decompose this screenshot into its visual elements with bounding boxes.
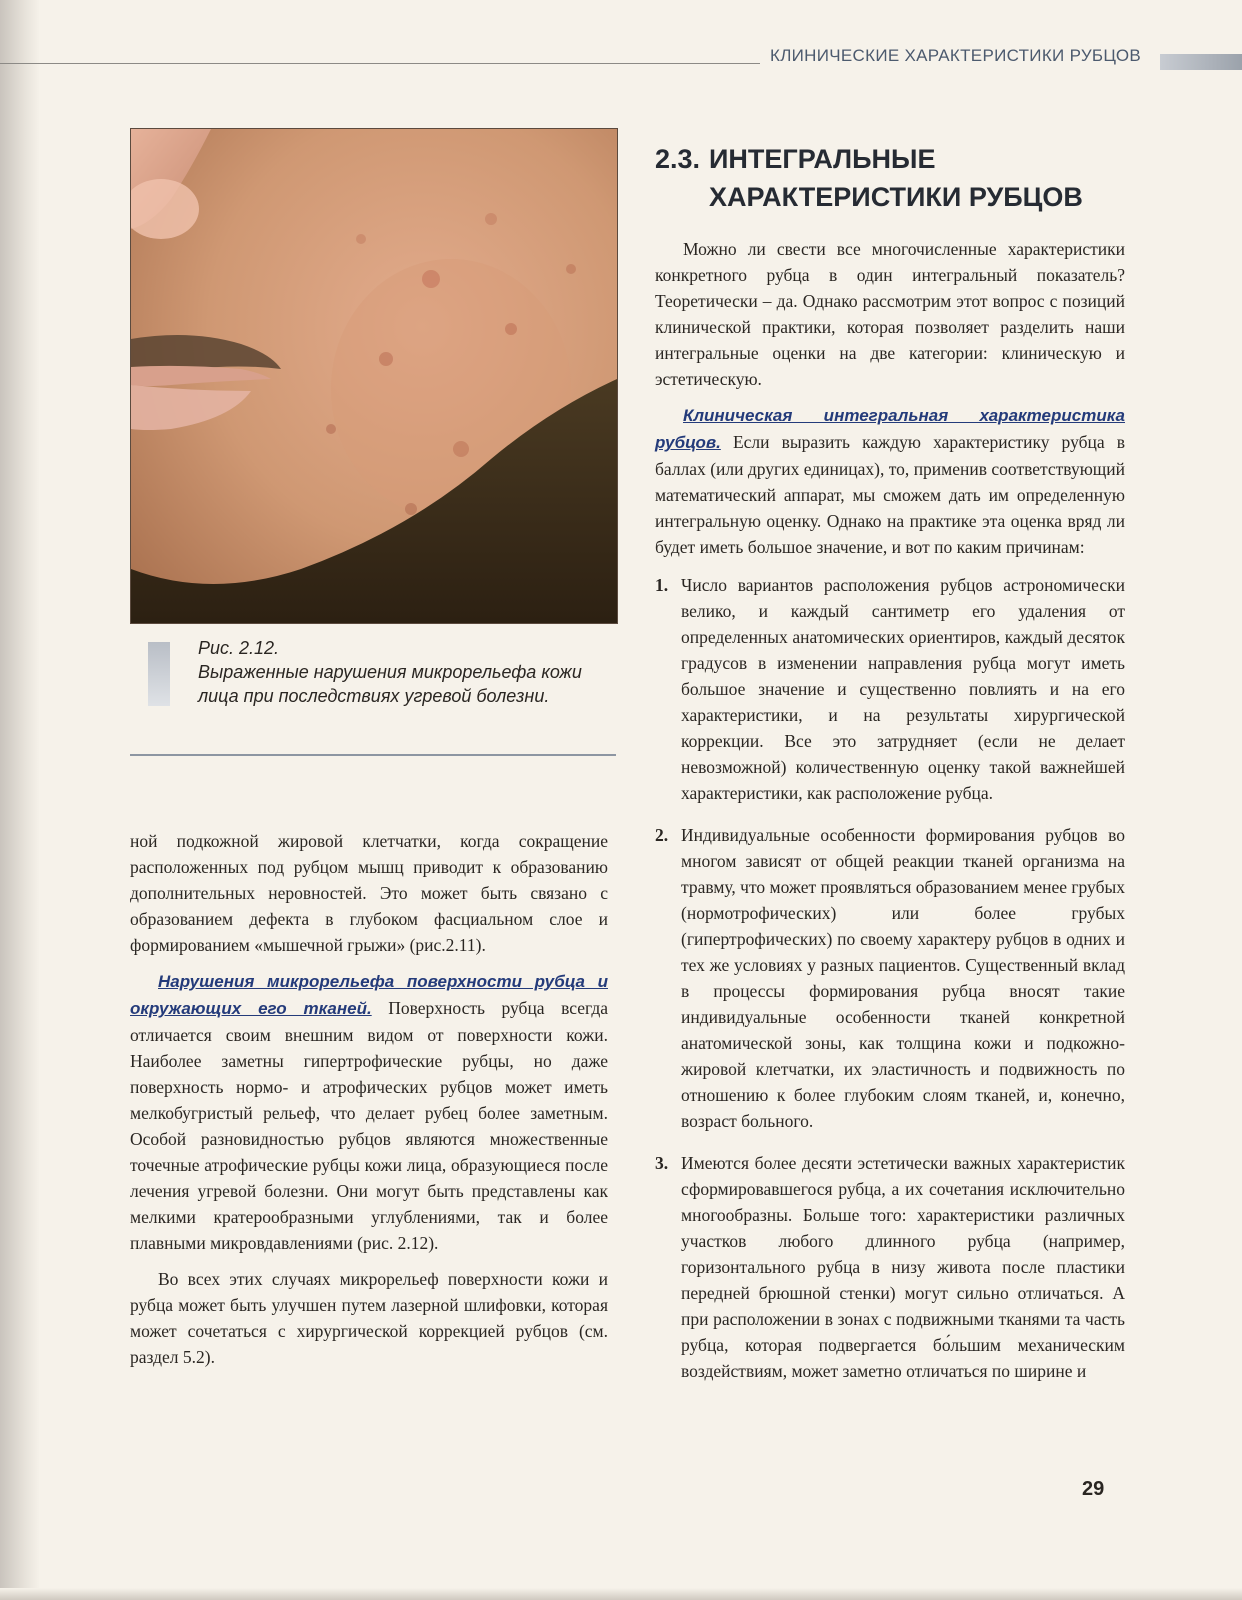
section-title — [655, 140, 1125, 216]
caption-accent-bar — [148, 642, 170, 706]
page-bottom-edge — [0, 1588, 1242, 1600]
page-number: 29 — [1082, 1478, 1105, 1500]
paragraph: Можно ли свести все многочисленные характеристики конкретного рубца в один интегральный показатель? Теоретически – да. Однако рассмотрим этот вопрос с позиций клинической практики, которая позволяет разделить наши интегральные оценки на две категории: клиническую и эстетическую. — [655, 239, 1125, 389]
list-item-text: Число вариантов расположения рубцов астрономически велико, и каждый сантиметр его удаления от определенных анатомических ориентиров, каждый десяток градусов в изменении направления рубца могут иметь большое значение и существенно повлиять и на его характеристики, и на результаты хирургической коррекции. Все это затрудняет (если не делает невозможной) количественную оценку такой важнейшей характеристики, как расположение рубца. — [681, 575, 1125, 803]
figure-caption-text: Выраженные нарушения микрорельефа кожи лица при последствиях угревой болезни. — [198, 662, 582, 706]
list-item-text: Индивидуальные особенности формирования рубцов во многом зависят от общей реакции тканей организма на травму, что может проявляться образованием менее грубых (нормотрофических) или более грубых (гипертрофических) по своему характеру рубцов в одних и тех же условиях у разных пациентов. Существенный вклад в процессы формирования рубца вносят такие индивидуальные особенности тканей конкретной анатомической зоны, как толщина кожи и подкожно-жировой клетчатки, их эластичность и подвижность по отношению к более глубоким слоям тканей, и, конечно, возраст больного. — [681, 825, 1125, 1131]
paragraph-lead-heading: Нарушения микрорельефа поверхности рубца и окружающих его тканей. — [130, 972, 608, 1018]
list-marker: 1. — [655, 575, 669, 595]
paragraph: Во всех этих случаях микрорельеф поверхности кожи и рубца может быть улучшен путем лазерной шлифовки, которая может сочетаться с хирургической коррекцией рубцов (см. раздел 5.2). — [130, 1269, 608, 1367]
paragraph-text: Поверхность рубца всегда отличается своим внешним видом от поверхности кожи. Наиболее заметны гипертрофические рубцы, но даже поверхность нормо- и атрофических рубцов может иметь мелкобугристый рельеф, что делает рубец более заметным. Особой разновидностью рубцов являются множественные точечные атрофические рубцы кожи лица, образующиеся после лечения угревой болезни. Они могут быть представлены как мелкими кратерообразными углублениями, так и более плавными микровдавлениями (рис. 2.12). — [130, 998, 608, 1253]
paragraph — [655, 402, 1125, 560]
caption-rule — [130, 754, 616, 756]
paragraph-text: Если выразить каждую характеристику рубца в баллах (или других единицах), то, применив соответствующий математический аппарат, мы сможем дать им определенную интегральную оценку. Однако на практике эта оценка вряд ли будет иметь большое значение, и вот по каким причинам: — [655, 432, 1125, 557]
paragraph: ной подкожной жировой клетчатки, когда сокращение расположенных под рубцом мышц приводит к образованию дополнительных неровностей. Это может быть связано с образованием дефекта в глубоком фасциальном слое и формированием «мышечной грыжи» (рис.2.11). — [130, 831, 608, 955]
left-column — [130, 828, 608, 1370]
header-rule — [0, 63, 760, 64]
running-head-title: КЛИНИЧЕСКИЕ ХАРАКТЕРИСТИКИ РУБЦОВ — [770, 46, 1142, 65]
list-item-text: Имеются более десяти эстетически важных характеристик сформировавшегося рубца, а их сочетания исключительно многообразны. Больше того: характеристики различных участков любого длинного рубца (например, горизонтального рубца в низу живота после пластики передней брюшной стенки) могут сильно отличаться. А при расположении в зонах с подвижными тканями та часть рубца, которая подвергается бо́льшим механическим воздействиям, может заметно отличаться по ширине и — [681, 1153, 1125, 1381]
face-acne-scars-photo — [131, 129, 617, 623]
section-title-line1: ИНТЕГРАЛЬНЫЕ — [709, 144, 936, 174]
list-marker: 3. — [655, 1153, 669, 1173]
figure-caption — [130, 636, 616, 760]
list-item — [655, 1150, 1125, 1384]
header-accent-bar — [1160, 54, 1242, 70]
list-item — [655, 572, 1125, 806]
section-title-line2: ХАРАКТЕРИСТИКИ РУБЦОВ — [709, 182, 1083, 212]
right-column — [655, 236, 1125, 1400]
list-item — [655, 822, 1125, 1134]
figure-label: Рис. 2.12. — [198, 638, 280, 658]
numbered-list — [655, 572, 1125, 1384]
book-spine-shadow — [0, 0, 40, 1600]
figure-photo — [130, 128, 618, 624]
paragraph-lead-heading: Клиническая интегральная характеристика рубцов. — [655, 406, 1125, 452]
caption-text — [198, 636, 598, 708]
list-marker: 2. — [655, 825, 669, 845]
paragraph — [130, 968, 608, 1256]
section-number: 2.3. — [655, 144, 701, 174]
running-head — [0, 46, 1242, 72]
